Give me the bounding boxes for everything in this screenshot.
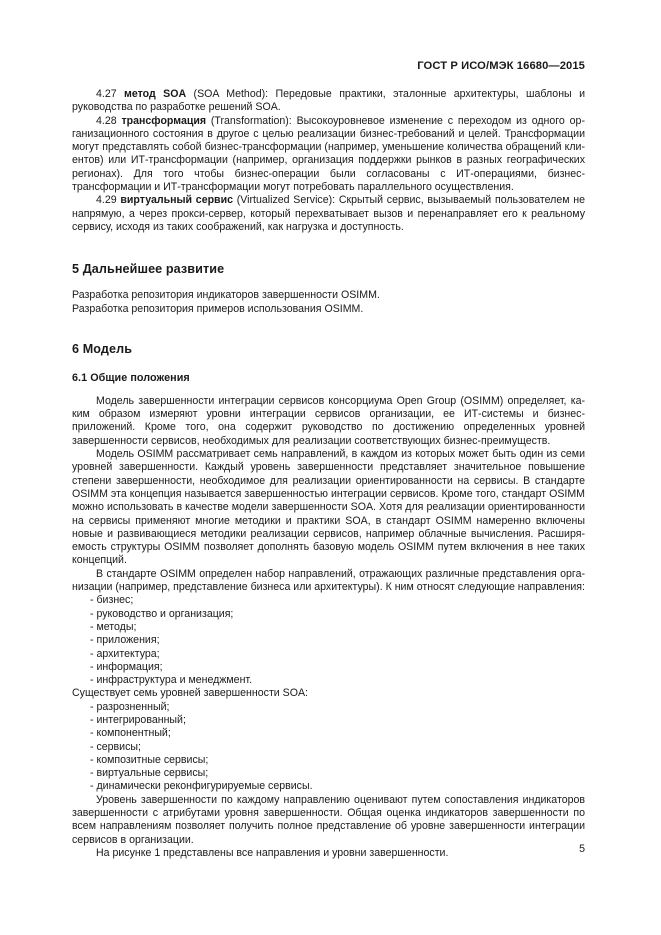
page-content bbox=[72, 88, 585, 860]
spacer bbox=[72, 357, 585, 371]
paragraph-6-1-closing-2: На рисунке 1 представлены все направления и уровни завершенности. bbox=[96, 846, 449, 859]
list-item-dimension-7: - инфраструктура и менеджмент. bbox=[90, 674, 253, 687]
page-number: 5 bbox=[579, 843, 585, 855]
list-item-level-2: - интегрированный; bbox=[90, 713, 186, 726]
spacer bbox=[72, 234, 585, 262]
running-header: ГОСТ Р ИСО/МЭК 16680—2015 bbox=[417, 60, 585, 72]
term-english: (SOA Method): bbox=[193, 88, 269, 100]
list-item-level-4: - сервисы; bbox=[90, 740, 141, 753]
subsection-heading-6-1: 6.1 Общие положения bbox=[72, 371, 190, 384]
paragraph-6-1-3: В стандарте OSIMM определен набор направлений, отражающих различные представления организации (например, представление бизнеса или архитектуры). К ним относят следующие направления: bbox=[72, 567, 585, 594]
paragraph-6-1-closing-1: Уровень завершенности по каждому направлению оценивают путем сопоставления индикаторов завершенности с атрибутами уровня завершенности. Общая оценка индикаторов завершенности по всем направлениям позволяет получить полное представление об уровне завершенности интеграции сервисов в организации. bbox=[72, 793, 585, 846]
list-item-dimension-1: - бизнес; bbox=[90, 594, 134, 607]
list-item-dimension-5: - архитектура; bbox=[90, 647, 160, 660]
list-item-level-3: - компонентный; bbox=[90, 727, 171, 740]
term-number: 4.28 bbox=[96, 114, 117, 127]
section-5-line-2: Разработка репозитория примеров использования OSIMM. bbox=[72, 302, 364, 315]
section-heading-6: 6 Модель bbox=[72, 341, 133, 356]
list-item-level-7: - динамически реконфигурируемые сервисы. bbox=[90, 780, 313, 793]
term-english: (Virtualized Service): bbox=[236, 194, 336, 207]
spacer bbox=[72, 316, 585, 342]
list-item-level-1: - разрозненный; bbox=[90, 700, 170, 713]
term-entry-4-28 bbox=[72, 115, 585, 195]
list-item-dimension-6: - информация; bbox=[90, 660, 163, 673]
term-name: виртуальный сервис bbox=[120, 194, 233, 207]
term-number: 4.29 bbox=[96, 194, 117, 207]
levels-intro-line: Существует семь уровней завершенности SOA: bbox=[72, 687, 308, 700]
paragraph-6-1-2: Модель OSIMM рассматривает семь направлений, в каждом из которых может быть один из семи уровней завершенности. Каждый уровень завершенности представляет значительное повышение степени завершенности, необходимое для реализации ориентированности на сервисы. В стандарте OSIMM эта концепция называется завершенностью интеграции сервисов. Кроме того, стандарт OSIMM можно использовать в качестве модели завершенности SOA. Хотя для реализации ориентированности на сервисы применяют многие методики и практики SOA, в стандарт OSIMM намеренно включены новые и развивающиеся методики реализации сервисов, например облачные вычисления. Расширяемость структуры OSIMM позволяет дополнять базовую модель OSIMM путем включения в нее таких концепций. bbox=[72, 448, 585, 567]
list-item-dimension-4: - приложения; bbox=[90, 634, 160, 647]
term-definition: Высокоуровневое изменение с переходом из одного организационного состояния в другое с целью реализации бизнес-требований и целей. Трансформации могут представлять собой бизнес-трансформации (например, уменьшение количества обращений клиентов) или ИТ-трансформации (например, организация поддержки рынков в разных географических регионах). Для того чтобы бизнес-операции были согласованы с ИТ-операциями, бизнес-трансформации и ИТ-трансформации могут потребовать параллельного осуществления. bbox=[72, 114, 585, 194]
list-item-dimension-3: - методы; bbox=[90, 620, 137, 633]
term-entry-4-29 bbox=[72, 194, 585, 234]
spacer bbox=[72, 277, 585, 289]
term-definition: Передовые практики, эталонные архитектуры, шаблоны и руководства по разработке решений SOA. bbox=[72, 88, 585, 114]
term-name: трансформация bbox=[121, 114, 207, 127]
term-definition: Скрытый сервис, вызываемый пользователем не напрямую, а через прокси-сервер, который перехватывает вызов и перенаправляет его к реальному сервису, исходя из таких соображений, как нагрузка и доступность. bbox=[72, 194, 585, 233]
term-name: метод SOA bbox=[124, 88, 187, 100]
paragraph-6-1-1: Модель завершенности интеграции сервисов консорциума Open Group (OSIMM) определяет, каким образом измеряют уровни интеграции сервисов организации, ее ИТ-системы и бизнес-приложений. Кроме того, она содержит руководство по достижению определенных уровней завершенности сервисов, необходимых для реализации соответствующих бизнес-преимуществ. bbox=[72, 394, 585, 447]
list-item-level-5: - композитные сервисы; bbox=[90, 753, 209, 766]
section-5-line-1: Разработка репозитория индикаторов завершенности OSIMM. bbox=[72, 289, 380, 302]
term-english: (Transformation): bbox=[210, 114, 292, 127]
list-item-level-6: - виртуальные сервисы; bbox=[90, 767, 209, 780]
section-heading-5: 5 Дальнейшее развитие bbox=[72, 262, 225, 277]
list-item-dimension-2: - руководство и организация; bbox=[90, 607, 234, 620]
spacer bbox=[72, 385, 585, 395]
term-entry-4-27 bbox=[72, 88, 585, 115]
term-number: 4.27 bbox=[96, 88, 117, 100]
